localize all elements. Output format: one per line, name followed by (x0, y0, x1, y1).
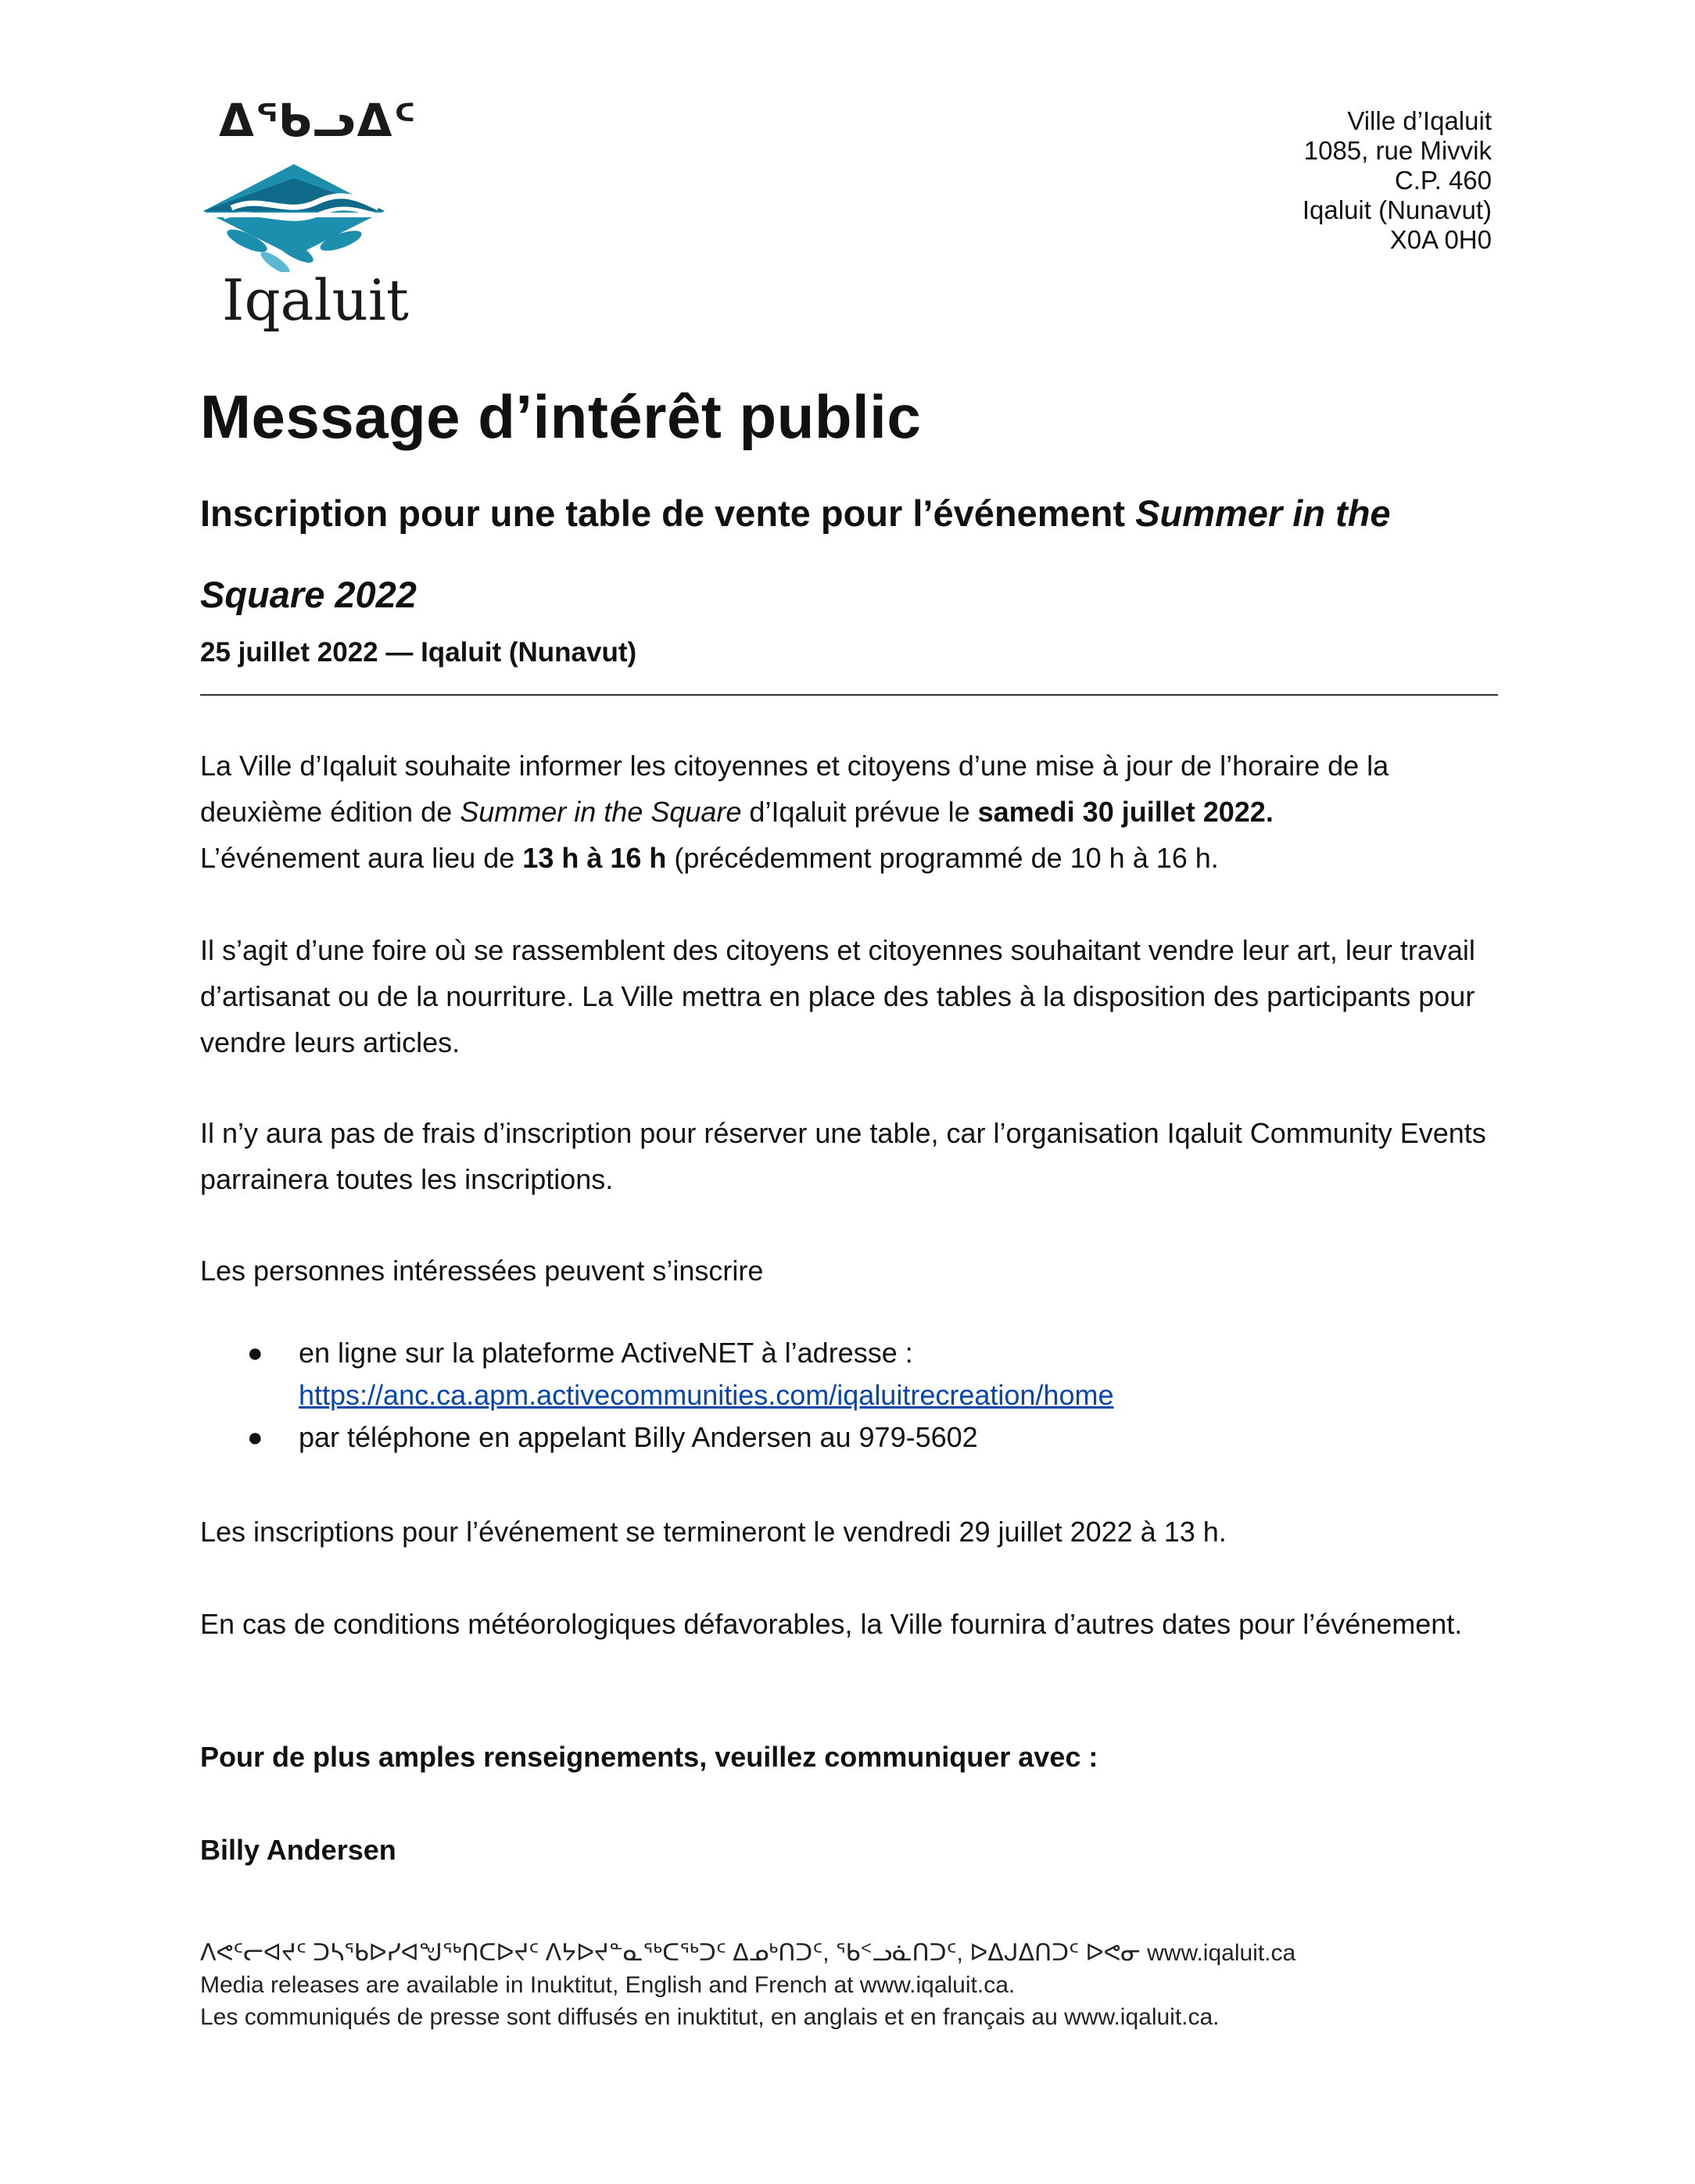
event-name: Summer in the Square 2022 (200, 492, 1391, 615)
contact-name: Billy Andersen (200, 1834, 396, 1866)
address-line: Ville d’Iqaluit (1347, 106, 1492, 135)
text: (précédemment programmé de 10 h à 16 h. (666, 842, 1219, 874)
page-title: Message d’intérêt public (200, 382, 922, 451)
footer-line-english: Media releases are available in Inuktitut, English and French at www.iqaluit.ca. (200, 1972, 1016, 1998)
paragraph-contact-intro: Pour de plus amples renseignements, veuillez communiquer avec : (200, 1741, 1098, 1773)
address-line: Iqaluit (Nunavut) (1302, 195, 1492, 224)
paragraph-schedule (200, 743, 1514, 881)
logo-wordmark: Iqaluit (222, 267, 409, 333)
dateline: 25 juillet 2022 — Iqaluit (Nunavut) (200, 637, 637, 668)
list-item (200, 1416, 1113, 1459)
subtitle (200, 473, 1498, 636)
paragraph-deadline: Les inscriptions pour l’événement se termineront le vendredi 29 juillet 2022 à 13 h. (200, 1516, 1227, 1548)
city-logo (200, 94, 417, 336)
paragraph-registration-intro: Les personnes intéressées peuvent s’inscrire (200, 1255, 764, 1287)
logo-syllabics: ᐃᖃᓗᐃᑦ (219, 95, 417, 146)
text: d’Iqaluit prévue le (741, 796, 978, 828)
text: La Ville d’Iqaluit souhaite informer les citoyennes et citoyens d’une mise à jour de l’horaire de la deuxième édition de (200, 750, 1389, 828)
divider (200, 694, 1498, 696)
event-hours: 13 h à 16 h (522, 842, 667, 874)
registration-options-list (200, 1332, 1113, 1459)
footer-line-french: Les communiqués de presse sont diffusés en inuktitut, en anglais et en français au www.iqaluit.ca. (200, 2004, 1220, 2030)
city-address (1303, 106, 1492, 255)
subtitle-prefix: Inscription pour une table de vente pour l’événement (200, 492, 1136, 534)
list-item-text: par téléphone en appelant Billy Andersen au 979-5602 (299, 1421, 978, 1453)
footer (200, 1937, 1295, 2033)
address-line: C.P. 460 (1394, 166, 1492, 195)
bullet-icon: ● (247, 1338, 263, 1368)
list-item-text: en ligne sur la plateforme ActiveNET à l’adresse : (299, 1337, 913, 1369)
paragraph-fees: Il n’y aura pas de frais d’inscription pour réserver une table, car l’organisation Iqaluit Community Events parrainera toutes les inscriptions. (200, 1117, 1486, 1195)
paragraph-weather: En cas de conditions météorologiques défavorables, la Ville fournira d’autres dates pour l’événement. (200, 1608, 1463, 1640)
event-name-inline: Summer in the Square (460, 796, 742, 828)
text: L’événement aura lieu de (200, 842, 523, 874)
bullet-icon: ● (247, 1423, 263, 1452)
footer-line-inuktitut: ᐱᕙᑦᓕᐊᔪᑦ ᑐᓴᕐᑲᐅᓯᐊᖑᖅᑎᑕᐅᔪᑦ ᐱᔭᐅᔪᓐᓇᖅᑕᖅᑐᑦ ᐃᓄᒃᑎᑐᑦ, ᖃᑉᓗᓈᑎᑐᑦ, ᐅᐃᒍᐃᑎᑐᑦ ᐅᕙᓂ www.iqaluit.ca (200, 1940, 1296, 1966)
paragraph-description: Il s’agit d’une foire où se rassemblent des citoyens et citoyennes souhaitant vendre leur art, leur travail d’artisanat ou de la nourriture. La Ville mettra en place des tables à la disposition des participants pour vendre leurs articles. (200, 934, 1475, 1058)
list-item (200, 1332, 1113, 1416)
address-line: 1085, rue Mivvik (1303, 136, 1492, 165)
address-line: X0A 0H0 (1389, 225, 1492, 254)
logo-emblem-icon (200, 163, 388, 272)
event-date: samedi 30 juillet 2022. (977, 796, 1274, 828)
activenet-link[interactable]: https://anc.ca.apm.activecommunities.com/iqaluitrecreation/home (299, 1379, 1114, 1411)
